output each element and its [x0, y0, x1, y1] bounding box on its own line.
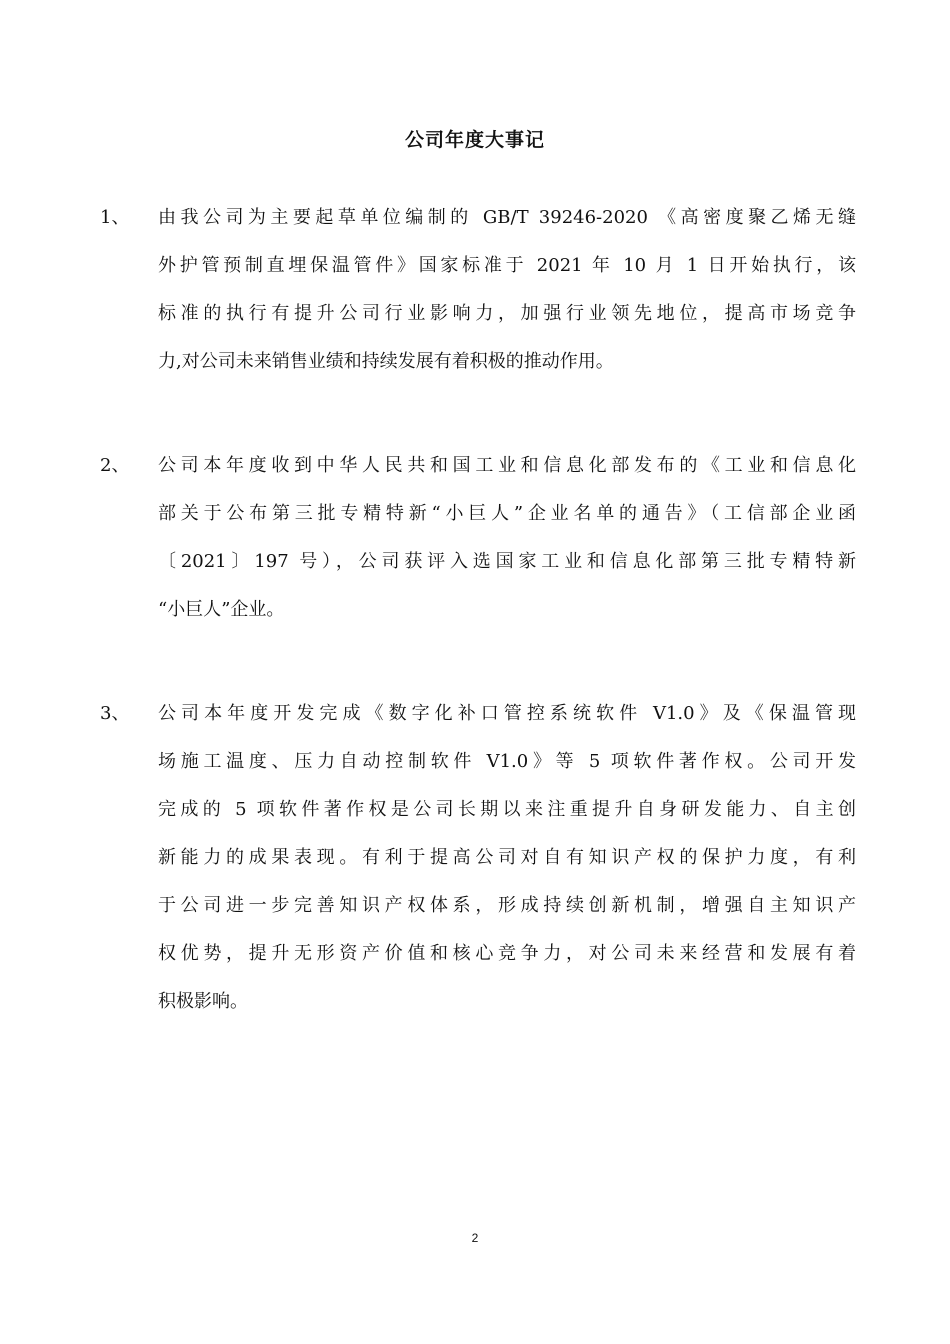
paragraph-line: 完成的 5 项软件著作权是公司长期以来注重提升自身研发能力、自主创 — [158, 799, 856, 820]
paragraph-line: 公司本年度收到中华人民共和国工业和信息化部发布的《工业和信息化 — [158, 455, 856, 476]
item-number: 2、 — [100, 455, 130, 476]
paragraph-line: 标准的执行有提升公司行业影响力，加强行业领先地位，提高市场竞争 — [158, 303, 856, 324]
paragraph-line: 积极影响。 — [158, 991, 248, 1012]
item-paragraph — [158, 442, 856, 634]
paragraph-line: 于公司进一步完善知识产权体系，形成持续创新机制，增强自主知识产 — [158, 895, 856, 916]
paragraph-line: 场施工温度、压力自动控制软件 V1.0》等 5 项软件著作权。公司开发 — [158, 751, 856, 772]
paragraph-line: 力,对公司未来销售业绩和持续发展有着积极的推动作用。 — [158, 351, 614, 372]
page-title: 公司年度大事记 — [404, 129, 545, 151]
item-paragraph — [158, 194, 856, 386]
item-paragraph — [158, 690, 856, 1026]
page-number: 2 — [471, 1231, 479, 1245]
item-number: 3、 — [100, 703, 130, 724]
item-number: 1、 — [100, 207, 130, 228]
paragraph-line: 权优势，提升无形资产价值和核心竞争力，对公司未来经营和发展有着 — [158, 943, 856, 964]
paragraph-line: 〔2021〕197 号），公司获评入选国家工业和信息化部第三批专精特新 — [158, 551, 856, 572]
paragraph-line: 公司本年度开发完成《数字化补口管控系统软件 V1.0》及《保温管现 — [158, 703, 856, 724]
paragraph-line: “小巨人”企业。 — [158, 599, 285, 620]
paragraph-line: 外护管预制直埋保温管件》国家标准于 2021 年 10 月 1 日开始执行，该 — [158, 255, 856, 276]
paragraph-line: 新能力的成果表现。有利于提高公司对自有知识产权的保护力度，有利 — [158, 847, 856, 868]
paragraph-line: 由我公司为主要起草单位编制的 GB/T 39246-2020 《高密度聚乙烯无缝 — [158, 207, 856, 228]
paragraph-line: 部关于公布第三批专精特新“小巨人”企业名单的通告》（工信部企业函 — [158, 503, 856, 524]
